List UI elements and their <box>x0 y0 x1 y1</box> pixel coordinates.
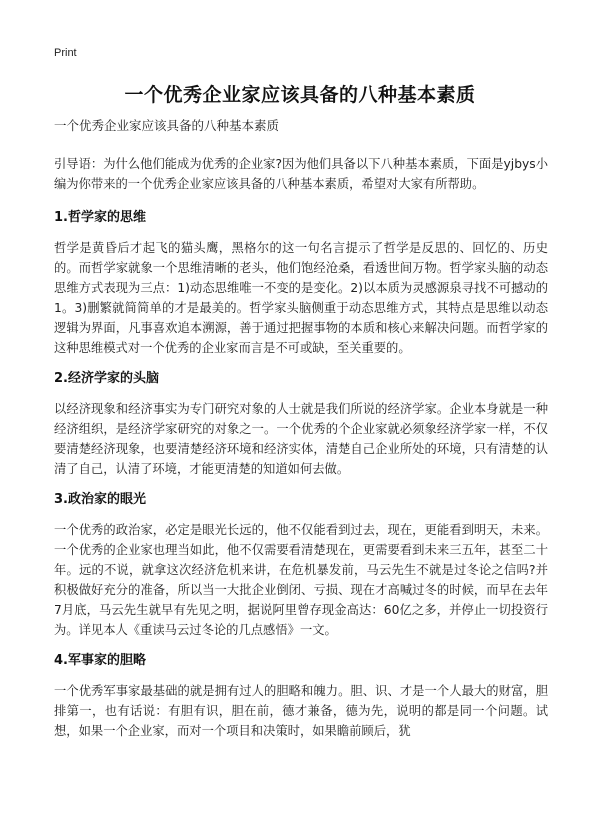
article-body <box>54 116 548 752</box>
section-heading-philosopher: 1.哲学家的思维 <box>54 210 146 225</box>
page-title: 一个优秀企业家应该具备的八种基本素质 <box>124 84 476 106</box>
section-heading-strategist: 4.军事家的胆略 <box>54 653 146 668</box>
print-label[interactable]: Print <box>54 47 77 59</box>
section-body-economist: 以经济现象和经济事实为专门研究对象的人士就是我们所说的经济学家。企业本身就是一种经济组织，是经济学家研究的对象之一。一个优秀的个企业家就必须象经济学家一样，不仅要清楚经济现象，也要清楚经济环境和经济实体，清楚自己企业所处的环境，只有清楚的认清了自己，认清了环境，才能更清楚的知道如何去做。 <box>54 402 548 476</box>
section-body-strategist: 一个优秀军事家最基础的就是拥有过人的胆略和魄力。胆、识、才是一个人最大的财富，胆排第一，也有话说：有胆有识，胆在前，德才兼备，德为先，说明的都是同一个问题。试想，如果一个企业家，而对一个项目和决策时，如果瞻前顾后，犹 <box>54 684 548 738</box>
section-heading-economist: 2.经济学家的头脑 <box>54 371 159 386</box>
section-heading-politician: 3.政治家的眼光 <box>54 492 146 507</box>
section-body-politician: 一个优秀的政治家，必定是眼光长远的，他不仅能看到过去，现在，更能看到明天，未来。一个优秀的企业家也理当如此，他不仅需要看清楚现在，更需要看到未来三五年，甚至二十年。远的不说，就拿这次经济危机来讲，在危机暴发前，马云先生不就是过冬论之信吗?并积极做好充分的准备，所以当一大批企业倒闭、亏损、现在才高喊过冬的时候，而早在去年7月底，马云先生就早有先见之明，据说阿里曾存现金高达：60亿之多，并停止一切投资行为。详见本人《重读马云过冬论的几点感悟》一文。 <box>54 523 548 637</box>
article-subtitle: 一个优秀企业家应该具备的八种基本素质 <box>54 118 280 133</box>
intro-paragraph: 引导语：为什么他们能成为优秀的企业家?因为他们具备以下八种基本素质，下面是yjbys小编为你带来的一个优秀企业家应该具备的八种基本素质，希望对大家有所帮助。 <box>54 157 548 191</box>
section-body-philosopher: 哲学是黄昏后才起飞的猫头鹰，黑格尔的这一句名言提示了哲学是反思的、回忆的、历史的。而哲学家就象一个思维清晰的老头，他们饱经沧桑，看透世间万物。哲学家头脑的动态思维方式表现为三点：1)动态思维唯一不变的是变化。2)以本质为灵感源泉寻找不可撼动的1。3)删繁就简简单的才是最美的。哲学家头脑侧重于动态思维方式，其特点是思维以动态逻辑为界面，凡事喜欢追本溯源，善于通过把握事物的本质和核心来解决问题。而哲学家的这种思维模式对一个优秀的企业家而言是不可或缺，至关重要的。 <box>54 241 548 355</box>
